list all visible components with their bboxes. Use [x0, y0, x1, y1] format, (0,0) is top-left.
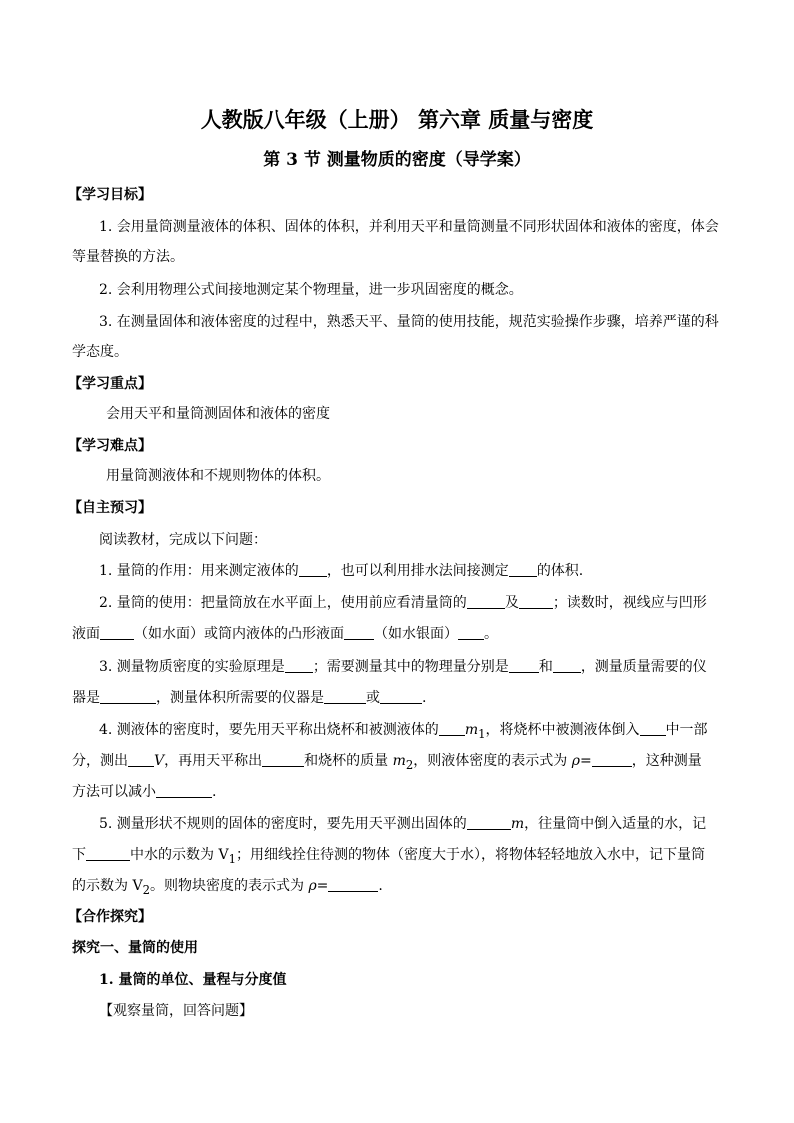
answer-blank[interactable]: [262, 752, 304, 767]
answer-blank[interactable]: [519, 594, 553, 609]
goal-item-1-line-2: 等量替换的方法。: [72, 249, 184, 265]
section-heading-preview: 【自主预习】: [68, 500, 152, 516]
answer-blank[interactable]: [640, 721, 666, 736]
section-heading-goals: 【学习目标】: [68, 187, 152, 203]
answer-blank[interactable]: [509, 658, 539, 673]
answer-blank[interactable]: [128, 752, 154, 767]
preview-question-5-line-1: 5. 测量形状不规则的固体的密度时，要先用天平测出固体的 m，往量筒中倒入适量的水，记: [99, 816, 707, 832]
observe-heading: 【观察量筒，回答问题】: [99, 1003, 253, 1019]
preview-intro: 阅读教材，完成以下问题：: [99, 532, 267, 548]
answer-blank[interactable]: [100, 689, 156, 704]
answer-blank[interactable]: [439, 721, 465, 736]
preview-question-3-line-2: 器是 ，测量体积所需要的仪器是 或 .: [72, 690, 427, 706]
answer-blank[interactable]: [328, 877, 378, 892]
answer-blank[interactable]: [553, 658, 581, 673]
goal-item-3-line-1: 3. 在测量固体和液体密度的过程中，熟悉天平、量筒的使用技能，规范实验操作步骤，培养严谨的科: [99, 314, 719, 330]
document-title: 人教版八年级（上册） 第六章 质量与密度: [200, 107, 594, 132]
explore-1-subheading: 1. 量筒的单位、量程与分度值: [99, 972, 287, 988]
answer-blank[interactable]: [324, 689, 366, 704]
preview-question-4-line-1: 4. 测液体的密度时，要先用天平称出烧杯和被测液体的 $m_1$，将烧杯中被测液体倒入 中一部: [99, 722, 708, 741]
explore-1-heading: 探究一、量筒的使用: [72, 940, 198, 956]
document-subtitle: 第 3 节 测量物质的密度（导学案）: [263, 150, 531, 170]
answer-blank[interactable]: [509, 562, 537, 577]
key-points-text: 会用天平和量筒测固体和液体的密度: [106, 406, 330, 422]
preview-question-4-line-2: 分，测出 V，再用天平称出 和烧杯的质量 $m_2$，则液体密度的表示式为 ρ= ，这种测量: [72, 753, 702, 772]
answer-blank[interactable]: [467, 815, 511, 830]
answer-blank[interactable]: [100, 625, 134, 640]
goal-item-1-line-1: 1. 会用量筒测量液体的体积、固体的体积，并利用天平和量筒测量不同形状固体和液体的密度，体会: [99, 219, 719, 235]
answer-blank[interactable]: [467, 594, 505, 609]
section-heading-key-points: 【学习重点】: [68, 376, 152, 392]
goal-item-2: 2. 会利用物理公式间接地测定某个物理量，进一步巩固密度的概念。: [99, 282, 523, 298]
answer-blank[interactable]: [299, 562, 327, 577]
preview-question-5-line-3: 的示数为 $V_2$。则物块密度的表示式为 ρ= .: [72, 878, 383, 897]
preview-question-4-line-3: 方法可以减小 .: [72, 784, 217, 800]
preview-question-2-line-1: 2. 量筒的使用：把量筒放在水平面上，使用前应看清量筒的 及 ；读数时，视线应与凹形: [99, 595, 707, 611]
answer-blank[interactable]: [344, 625, 374, 640]
answer-blank[interactable]: [380, 689, 422, 704]
section-heading-cooperation: 【合作探究】: [68, 909, 152, 925]
preview-question-3-line-1: 3. 测量物质密度的实验原理是 ；需要测量其中的物理量分别是 和 ，测量质量需要的仪: [99, 659, 707, 675]
answer-blank[interactable]: [458, 625, 484, 640]
answer-blank[interactable]: [86, 846, 130, 861]
preview-question-1: 1. 量筒的作用：用来测定液体的 ，也可以利用排水法间接测定 的体积.: [99, 563, 584, 579]
preview-question-5-line-2: 下 中水的示数为 $V_1$；用细线拴住待测的物体（密度大于水），将物体轻轻地放入水中，记下量筒: [72, 847, 705, 866]
answer-blank[interactable]: [156, 783, 212, 798]
answer-blank[interactable]: [285, 658, 313, 673]
goal-item-3-line-2: 学态度。: [72, 344, 128, 360]
preview-question-2-line-2: 液面 （如水面）或筒内液体的凸形液面 （如水银面） 。: [72, 626, 498, 642]
section-heading-difficulties: 【学习难点】: [68, 438, 152, 454]
difficulties-text: 用量筒测液体和不规则物体的体积。: [106, 468, 330, 484]
answer-blank[interactable]: [592, 752, 632, 767]
